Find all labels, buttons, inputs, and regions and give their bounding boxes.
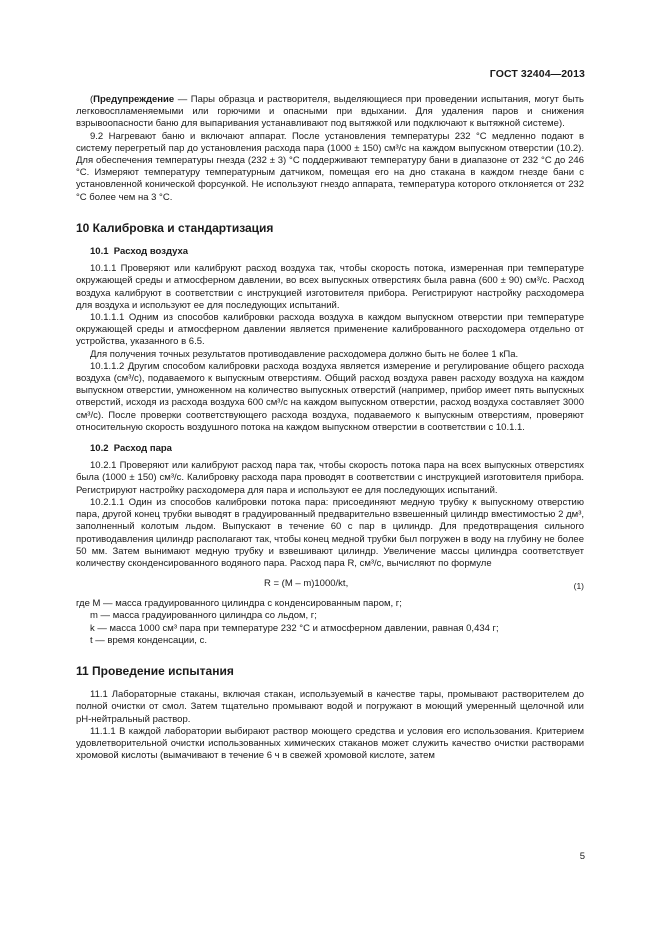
subsection-10-1-number: 10.1 — [90, 246, 109, 258]
page-number: 5 — [579, 851, 585, 862]
paragraph-10-2-1-1: 10.2.1.1 Один из способов калибровки потока пара: присоединяют медную трубку к выпускному отверстию пара, другой конец трубки выводят в градуированный предварительно взвешенный цилиндр вместимостью 2 дм³, заполненный колотым льдом. Выпускают в течение 60 с пар в цилиндр. Для предотвращения сильного противодавления цилиндр располагают так, чтобы конец медной трубки был погружен в воду на глубину не более 50 мм. Затем вынимают медную трубку и взвешивают цилиндр. Увеличение массы цилиндра соответствует количеству сконденсированного водяного пара. Расход пара R, см³/с, вычисляют по формуле — [76, 496, 584, 569]
definition-M: где M — масса градуированного цилиндра с конденсированным паром, г; — [76, 598, 402, 610]
document-id-header: ГОСТ 32404—2013 — [489, 68, 585, 80]
definition-k: k — масса 1000 см³ пара при температуре 232 °С и атмосферном давлении, равная 0,434 г; — [90, 622, 499, 634]
subsection-10-2-title: Расход пара — [113, 443, 172, 455]
paragraph-11-1: 11.1 Лабораторные стаканы, включая стакан, используемый в качестве тары, промывают растворителем до полной очистки от смол. Затем тщательно промывают водой и погружают в моющий умеренный щелочной или рН-нейтральный раствор. — [76, 689, 584, 725]
page-content — [76, 94, 584, 762]
paragraph-10-1-1-1: 10.1.1.1 Одним из способов калибровки расхода воздуха в каждом выпускном отверстии при температуре окружающей среды и атмосферном давлении является применение калиброванного расходомера отдельно от устройства, указанного в 6.5. — [76, 312, 584, 348]
definition-m: m — масса градуированного цилиндра со льдом, г; — [90, 610, 317, 622]
subsection-10-2-number: 10.2 — [90, 443, 109, 455]
subsection-10-2-heading — [76, 443, 584, 455]
warning-open-paren: ( — [90, 94, 94, 105]
paragraph-9-2: 9.2 Нагревают баню и включают аппарат. После установления температуры 232 °С медленно подают в систему перегретый пар до установления расхода пара (1000 ± 150) см³/с на каждом выпускном отверстии (10.2). Для обеспечения температуры гнезда (232 ± 3) °С поддерживают температуру бани в диапазоне от 232 °С до 246 °С. Измеряют температуру температурным датчиком, помещая его на дно стакана в каждом гнезде бани с установленной конической форсункой. Не используют гнездо аппарата, температура которого отклоняется от 232 °С более чем на 3 °С. — [76, 130, 584, 203]
paragraph-10-2-1: 10.2.1 Проверяют или калибруют расход пара так, чтобы скорость потока пара на всех выпускных отверстиях была (1000 ± 150) см³/с. Калибровку расхода пара проводят в соответствии с инструкцией изготовителя прибора. Регистрируют настройку расходомера для пара и используют ее для последующих испытаний. — [76, 460, 584, 496]
section-10-heading: 10 Калибровка и стандартизация — [76, 220, 274, 235]
warning-label: Предупреждение — [93, 94, 175, 105]
paragraph-accuracy: Для получения точных результатов противодавление расходомера должно быть не более 1 кПа. — [90, 348, 519, 360]
paragraph-11-1-1: 11.1.1 В каждой лаборатории выбирают раствор моющего средства и условия его использования. Критерием удовлетворительной очистки использованных химических стаканов может служить качество очистки растворами хромовой кислоты (вымачивают в течение 6 ч в свежей хромовой кислоте, затем — [76, 725, 584, 762]
subsection-10-1-title: Расход воздуха — [113, 246, 189, 258]
paragraph-10-1-1-2: 10.1.1.2 Другим способом калибровки расхода воздуха является измерение и регулирование общего расхода воздуха (см³/с), подаваемого к выпускным отверстиям. Общий расход воздуха равен расходу воздуха на каждом выпускном отверстии, умноженном на количество выпускных отверстий (например, прибор имеет пять выпускных отверстий, исходя из расхода воздуха 600 см³/с на каждом выпускном отверстии, расход воздуха составляет 3000 см³/с). После проверки соответствующего расхода воздуха, подаваемого к выпускным отверстиям, проверяют относительную скорость воздушного потока на каждом выпускном отверстии в соответствии с 10.1.1. — [76, 360, 584, 433]
subsection-10-1-heading — [76, 246, 584, 258]
paragraph-10-1-1: 10.1.1 Проверяют или калибруют расход воздуха так, чтобы скорость потока, измеренная при температуре окружающей среды и атмосферном давлении, во всех выпускных отверстиях была равна (600 ± 90) см³/с. Расход воздуха калибруют в соответствии с инструкцией изготовителя прибора. Регистрируют настройку расходомера для воздуха и используют ее для последующих испытаний. — [76, 263, 584, 311]
formula-1 — [76, 576, 584, 592]
formula-number: (1) — [573, 581, 584, 592]
definition-t: t — время конденсации, с. — [90, 634, 207, 646]
warning-text: — Пары образца и растворителя, выделяющиеся при проведении испытания, могут быть легковоспламеняемыми или горючими и опасными при вдыхании. Для удаления паров и снижения взрывоопасности баню для выпаривания устанавливают под вытяжкой или подключают к вытяжной системе). — [76, 94, 584, 130]
warning-paragraph — [76, 94, 584, 131]
section-11-heading: 11 Проведение испытания — [76, 663, 234, 678]
formula-expression: R = (M – m)1000/kt, — [264, 578, 349, 590]
